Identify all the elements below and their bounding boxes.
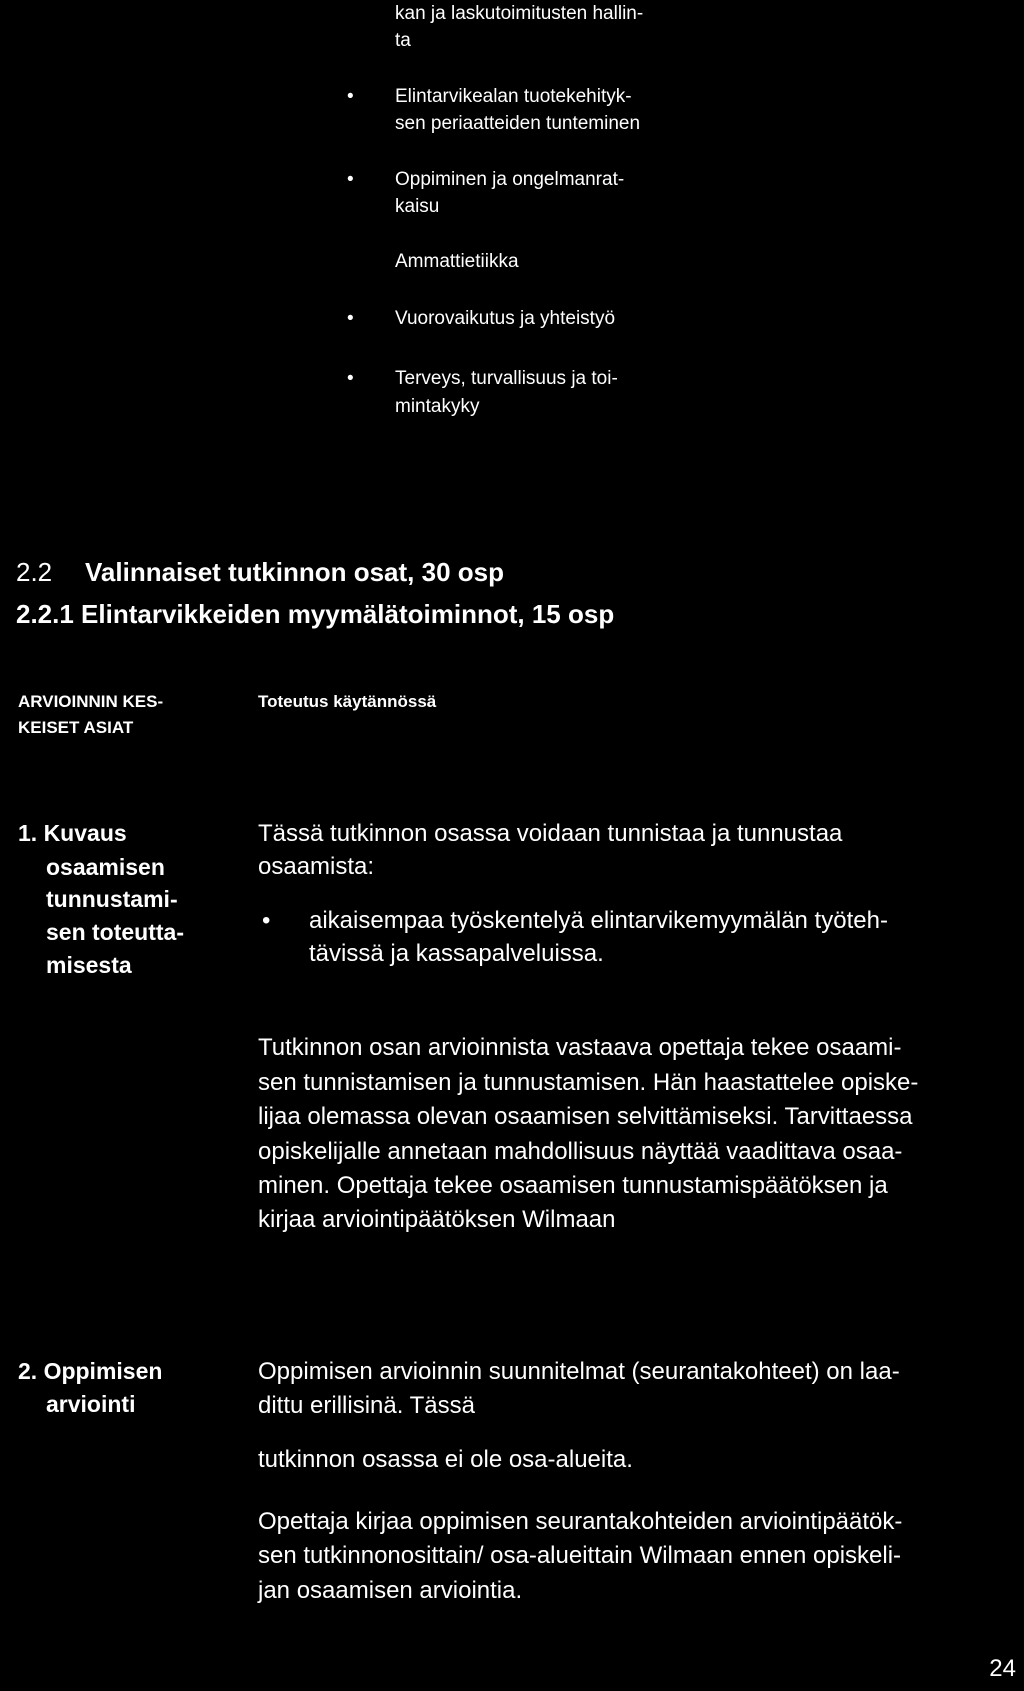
row-text: dittu erillisinä. Tässä: [258, 1392, 475, 1419]
bullet-icon: •: [347, 169, 354, 190]
row-text: lijaa olemassa olevan osaamisen selvittämiseksi. Tarvittaessa: [258, 1103, 913, 1130]
row-label: arviointi: [46, 1391, 136, 1417]
row-text: opiskelijalle annetaan mahdollisuus näyttää vaadittava osaa-: [258, 1138, 903, 1165]
list-item-line: Ammattietiikka: [395, 251, 519, 272]
bullet-icon: •: [262, 907, 271, 934]
row-text: Opettaja kirjaa oppimisen seurantakohteiden arviointipäätök-: [258, 1508, 903, 1535]
row-text: jan osaamisen arviointia.: [258, 1577, 523, 1604]
list-item-line: Terveys, turvallisuus ja toi-: [395, 368, 618, 389]
row-text: Tutkinnon osan arvioinnista vastaava opettaja tekee osaami-: [258, 1034, 902, 1061]
row-text: sen tutkinnonosittain/ osa-alueittain Wilmaan ennen opiskeli-: [258, 1542, 902, 1569]
list-item-line: kan ja laskutoimitusten hallin-: [395, 3, 644, 24]
column-header-right: Toteutus käytännössä: [258, 692, 437, 711]
section-number: 2.2: [16, 557, 53, 587]
list-item-line: Oppiminen ja ongelmanrat-: [395, 169, 625, 190]
subsection-heading-2-2-1: 2.2.1 Elintarvikkeiden myymälätoiminnot, 15 osp: [16, 599, 615, 629]
row-text: osaamista:: [258, 853, 375, 880]
list-item-line: mintakyky: [395, 396, 480, 417]
list-item-line: Elintarvikealan tuotekehityk-: [395, 86, 632, 107]
row-text: aikaisempaa työskentelyä elintarvikemyymälän työteh-: [309, 907, 888, 934]
row-text: Oppimisen arvioinnin suunnitelmat (seurantakohteet) on laa-: [258, 1358, 900, 1385]
page-number: 24: [989, 1655, 1016, 1682]
list-item-line: Vuorovaikutus ja yhteistyö: [395, 308, 616, 329]
bullet-icon: •: [347, 368, 354, 389]
row-text: kirjaa arviointipäätöksen Wilmaan: [258, 1206, 616, 1233]
row-label: sen toteutta-: [46, 919, 184, 945]
row-text: minen. Opettaja tekee osaamisen tunnustamispäätöksen ja: [258, 1172, 888, 1199]
section-title: Valinnaiset tutkinnon osat, 30 osp: [85, 557, 504, 587]
row-text: tutkinnon osassa ei ole osa-alueita.: [258, 1446, 633, 1473]
row-label: osaamisen: [46, 854, 165, 880]
row-label: tunnustami-: [46, 886, 178, 912]
row-text: sen tunnistamisen ja tunnustamisen. Hän haastattelee opiske-: [258, 1069, 919, 1096]
bullet-icon: •: [347, 308, 354, 329]
list-item-line: kaisu: [395, 196, 440, 217]
column-header-left: KEISET ASIAT: [18, 718, 134, 737]
row-text: Tässä tutkinnon osassa voidaan tunnistaa ja tunnustaa: [258, 820, 843, 847]
row-label: misesta: [46, 952, 132, 978]
bullet-icon: •: [347, 86, 354, 107]
list-item-line: ta: [395, 30, 411, 51]
row-label: 2. Oppimisen: [18, 1358, 163, 1384]
row-label: 1. Kuvaus: [18, 820, 127, 846]
list-item-line: sen periaatteiden tunteminen: [395, 113, 641, 134]
row-text: tävissä ja kassapalveluissa.: [309, 940, 604, 967]
column-header-left: ARVIOINNIN KES-: [18, 692, 164, 711]
